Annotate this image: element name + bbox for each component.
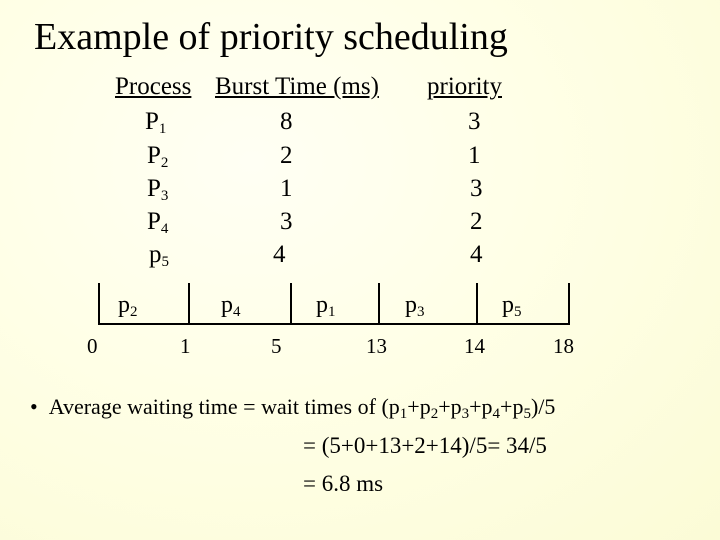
priority-cell: 3 [470,175,483,202]
gantt-divider [378,283,380,323]
gantt-block-label: $p_5$ [502,292,522,320]
burst-cell: 2 [280,142,293,169]
bullet-point: • Average waiting time = wait times of $(p_1+p_2+p_3+p_4+p_5)/5$ [30,394,556,422]
priority-cell: 3 [468,108,481,135]
result-line: = 6.8 ms [303,471,384,496]
gantt-divider [290,283,292,323]
burst-cell: 4 [273,241,286,268]
header-priority: priority [427,73,502,100]
gantt-tick: 13 [366,334,387,358]
header-process: Process [115,73,192,100]
gantt-chart [98,283,570,325]
gantt-divider [188,283,190,323]
gantt-tick: 0 [87,334,98,358]
calc-line: = (5+0+13+2+14)/5= 34/5 [303,433,547,458]
bullet-icon: • [30,394,38,419]
burst-cell: 8 [280,108,293,135]
process-cell: $P_4$ [147,208,169,237]
priority-cell: 1 [468,142,481,169]
gantt-block-label: $p_1$ [316,292,336,320]
gantt-block-label: $p_4$ [221,292,241,320]
priority-cell: 4 [470,241,483,268]
burst-cell: 3 [280,208,293,235]
gantt-block-label: $p_2$ [118,292,138,320]
slide-title: Example of priority scheduling [34,16,508,58]
gantt-block-label: $p_3$ [405,292,425,320]
gantt-tick: 1 [180,334,191,358]
gantt-tick: 18 [553,334,574,358]
priority-cell: 2 [470,208,483,235]
gantt-tick: 5 [271,334,282,358]
process-cell: $P_2$ [147,142,169,171]
process-cell: $p_5$ [149,241,169,270]
process-cell: $P_1$ [145,108,167,137]
gantt-tick: 14 [464,334,485,358]
burst-cell: 1 [280,175,293,202]
header-burst-time: Burst Time (ms) [215,73,379,100]
gantt-divider [476,283,478,323]
process-cell: $P_3$ [147,175,169,204]
